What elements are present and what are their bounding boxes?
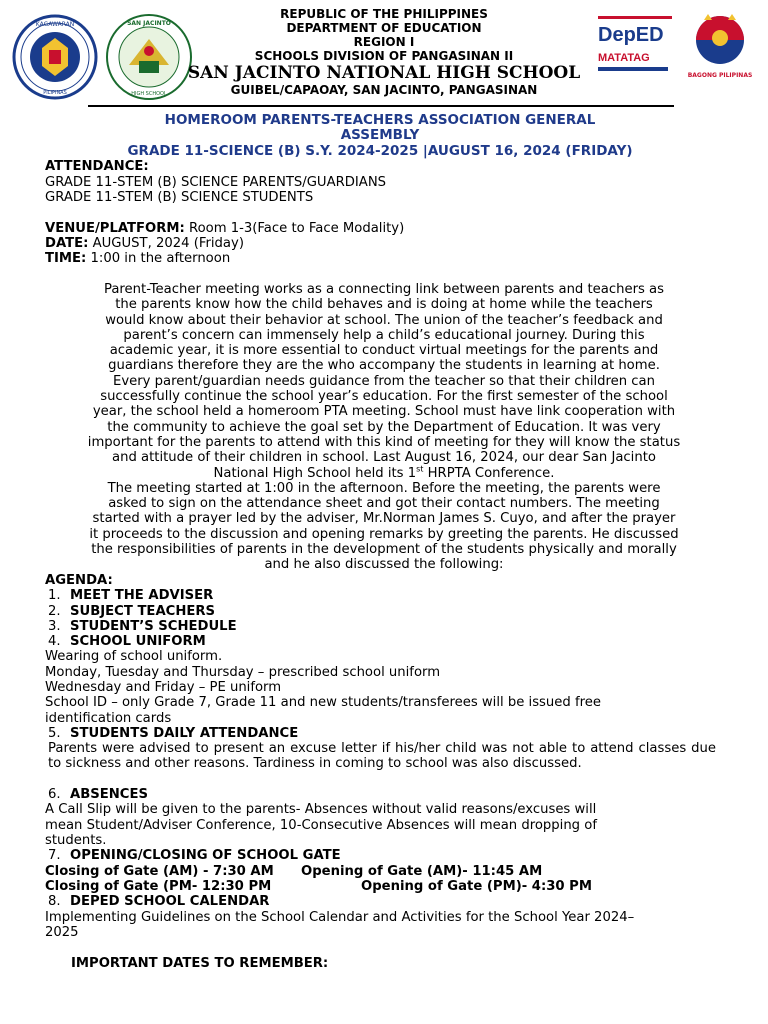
- date-line: [45, 236, 244, 251]
- meeting-line: the responsibilities of parents in the development of the students physically and morally: [91, 542, 677, 558]
- uniform-text: Wearing of school uniform.: [45, 649, 223, 664]
- agenda-title: ABSENCES: [70, 787, 148, 802]
- venue-line: [45, 221, 404, 236]
- svg-text:SAN JACINTO: SAN JACINTO: [127, 20, 171, 27]
- intro-line: academic year, it is more essential to conduct virtual meetings for the parents and: [109, 343, 659, 359]
- intro-line: Parent-Teacher meeting works as a connecting link between parents and teachers as: [103, 282, 665, 297]
- intro-line: Every parent/guardian needs guidance from the teacher so that their children can: [112, 373, 655, 389]
- agenda-title: STUDENTS DAILY ATTENDANCE: [70, 726, 299, 741]
- document-title-line1: HOMEROOM PARENTS-TEACHERS ASSOCIATION GENERAL: [164, 112, 596, 128]
- date-label: DATE:: [45, 236, 89, 251]
- attendance-parents: GRADE 11-STEM (B) SCIENCE PARENTS/GUARDIANS: [45, 175, 387, 190]
- header-line-deped: DEPARTMENT OF EDUCATION: [286, 21, 482, 35]
- agenda-number: 8.: [48, 894, 61, 909]
- agenda-title: SUBJECT TEACHERS: [70, 604, 216, 619]
- agenda-label: AGENDA:: [45, 573, 113, 588]
- agenda-number: 1.: [48, 588, 61, 603]
- gate-opening-am: Opening of Gate (AM)- 11:45 AM: [301, 864, 543, 879]
- intro-line: important for the parents to attend with this kind of meeting for they will know the status: [87, 434, 681, 450]
- meeting-line: started with a prayer led by the adviser, Mr.Norman James S. Cuyo, and after the prayer: [92, 511, 676, 527]
- matatag-wordmark: MATATAG: [598, 52, 650, 64]
- uniform-text: Monday, Tuesday and Thursday – prescribed school uniform: [45, 665, 441, 680]
- intro-line: year, the school held a homeroom PTA meeting. School must have link cooperation with: [92, 404, 676, 420]
- venue-value: Room 1-3(Face to Face Modality): [184, 221, 405, 236]
- deped-wordmark: DepED: [598, 16, 672, 47]
- agenda-item-1: [48, 588, 213, 603]
- intro-line: would know about their behavior at school. The union of the teacher’s feedback and: [105, 312, 663, 328]
- intro-line: guardians therefore they are the who accompany the students in learning at home.: [108, 358, 660, 374]
- school-name: SAN JACINTO NATIONAL HIGH SCHOOL: [187, 63, 581, 83]
- uniform-text: Wednesday and Friday – PE uniform: [45, 680, 282, 695]
- intro-line: the parents know how the child behaves and is doing at home while the teachers: [115, 297, 653, 313]
- gate-opening-pm: Opening of Gate (PM)- 4:30 PM: [361, 879, 592, 894]
- intro-line: the community to achieve the goal set by the Department of Education. It was very: [107, 419, 661, 435]
- important-dates-heading: IMPORTANT DATES TO REMEMBER:: [71, 956, 329, 971]
- header-line-republic: REPUBLIC OF THE PHILIPPINES: [280, 7, 488, 21]
- absences-text: A Call Slip will be given to the parents- Absences without valid reasons/excuses will: [45, 802, 597, 817]
- venue-label: VENUE/PLATFORM:: [45, 221, 185, 236]
- intro-text: HRPTA Conference.: [423, 465, 555, 481]
- gate-closing-pm: Closing of Gate (PM- 12:30 PM: [45, 879, 272, 894]
- svg-text:PILIPINAS: PILIPINAS: [43, 90, 67, 96]
- agenda-number: 3.: [48, 619, 61, 634]
- calendar-text: 2025: [45, 925, 79, 940]
- agenda-item-7: [48, 848, 341, 863]
- intro-line-last: [45, 466, 723, 481]
- meeting-line: it proceeds to the discussion and opening remarks by greeting the parents. He discussed: [89, 526, 679, 542]
- date-value: AUGUST, 2024 (Friday): [88, 236, 244, 251]
- attendance-label: ATTENDANCE:: [45, 159, 149, 174]
- intro-line: successfully continue the school year’s education. For the first semester of the school: [100, 389, 668, 405]
- gate-closing-am: Closing of Gate (AM) - 7:30 AM: [45, 864, 274, 879]
- agenda-title: MEET THE ADVISER: [70, 588, 214, 603]
- intro-line: and attitude of their children in school. Last August 16, 2024, our dear San Jacinto: [112, 450, 656, 466]
- document-title-line3: GRADE 11-SCIENCE (B) S.Y. 2024-2025 |AUGUST 16, 2024 (FRIDAY): [127, 143, 633, 159]
- agenda-number: 2.: [48, 604, 61, 619]
- time-label: TIME:: [45, 251, 87, 266]
- agenda-title: STUDENT’S SCHEDULE: [70, 619, 237, 634]
- meeting-line: asked to sign on the attendance sheet and got their contact numbers. The meeting: [108, 496, 660, 512]
- agenda-item-3: [48, 619, 237, 634]
- time-line: [45, 251, 230, 266]
- meeting-line: The meeting started at 1:00 in the afternoon. Before the meeting, the parents were: [107, 480, 661, 496]
- svg-text:KAGAWARAN: KAGAWARAN: [35, 21, 75, 28]
- agenda-item-8: [48, 894, 269, 909]
- agenda-item-2: [48, 604, 215, 619]
- agenda-item-5: [48, 726, 298, 741]
- attendance-policy-text: [48, 741, 716, 772]
- calendar-text: Implementing Guidelines on the School Calendar and Activities for the School Year 2024–: [45, 910, 635, 925]
- school-address: GUIBEL/CAPAOAY, SAN JACINTO, PANGASINAN: [230, 83, 538, 97]
- intro-paragraph: [45, 282, 723, 573]
- intro-text: National High School held its 1: [213, 465, 417, 481]
- agenda-number: 7.: [48, 848, 61, 863]
- agenda-number: 6.: [48, 787, 61, 802]
- attendance-students: GRADE 11-STEM (B) SCIENCE STUDENTS: [45, 190, 314, 205]
- header-line-division: SCHOOLS DIVISION OF PANGASINAN II: [254, 49, 514, 63]
- ordinal-superscript: st: [416, 464, 424, 474]
- document-title-line2: ASSEMBLY: [340, 127, 420, 143]
- agenda-title: SCHOOL UNIFORM: [70, 634, 206, 649]
- agenda-item-6: [48, 787, 148, 802]
- meeting-line: and he also discussed the following:: [264, 557, 504, 573]
- bagong-pilipinas-label: BAGONG PILIPINAS: [687, 72, 753, 79]
- uniform-text: identification cards: [45, 711, 172, 726]
- absences-text: mean Student/Adviser Conference, 10-Consecutive Absences will mean dropping of: [45, 818, 597, 833]
- agenda-title: OPENING/CLOSING OF SCHOOL GATE: [70, 848, 341, 863]
- header-line-region: REGION I: [353, 35, 415, 49]
- agenda-item-4: [48, 634, 206, 649]
- attendance-policy-paragraph: Parents were advised to present an excuse letter if his/her child was not able to attend classes due to sickness and other reasons. Tardiness in coming to school was also discussed.: [48, 741, 716, 772]
- header-divider: [88, 105, 674, 107]
- uniform-text: School ID – only Grade 7, Grade 11 and new students/transferees will be issued free: [45, 695, 601, 710]
- agenda-number: 4.: [48, 634, 61, 649]
- agenda-title: DEPED SCHOOL CALENDAR: [70, 894, 270, 909]
- intro-line: parent’s concern can immensely help a child’s educational journey. During this: [123, 327, 645, 343]
- time-value: 1:00 in the afternoon: [86, 251, 231, 266]
- absences-text: students.: [45, 833, 107, 848]
- agenda-number: 5.: [48, 726, 61, 741]
- svg-text:HIGH SCHOOL: HIGH SCHOOL: [131, 91, 167, 97]
